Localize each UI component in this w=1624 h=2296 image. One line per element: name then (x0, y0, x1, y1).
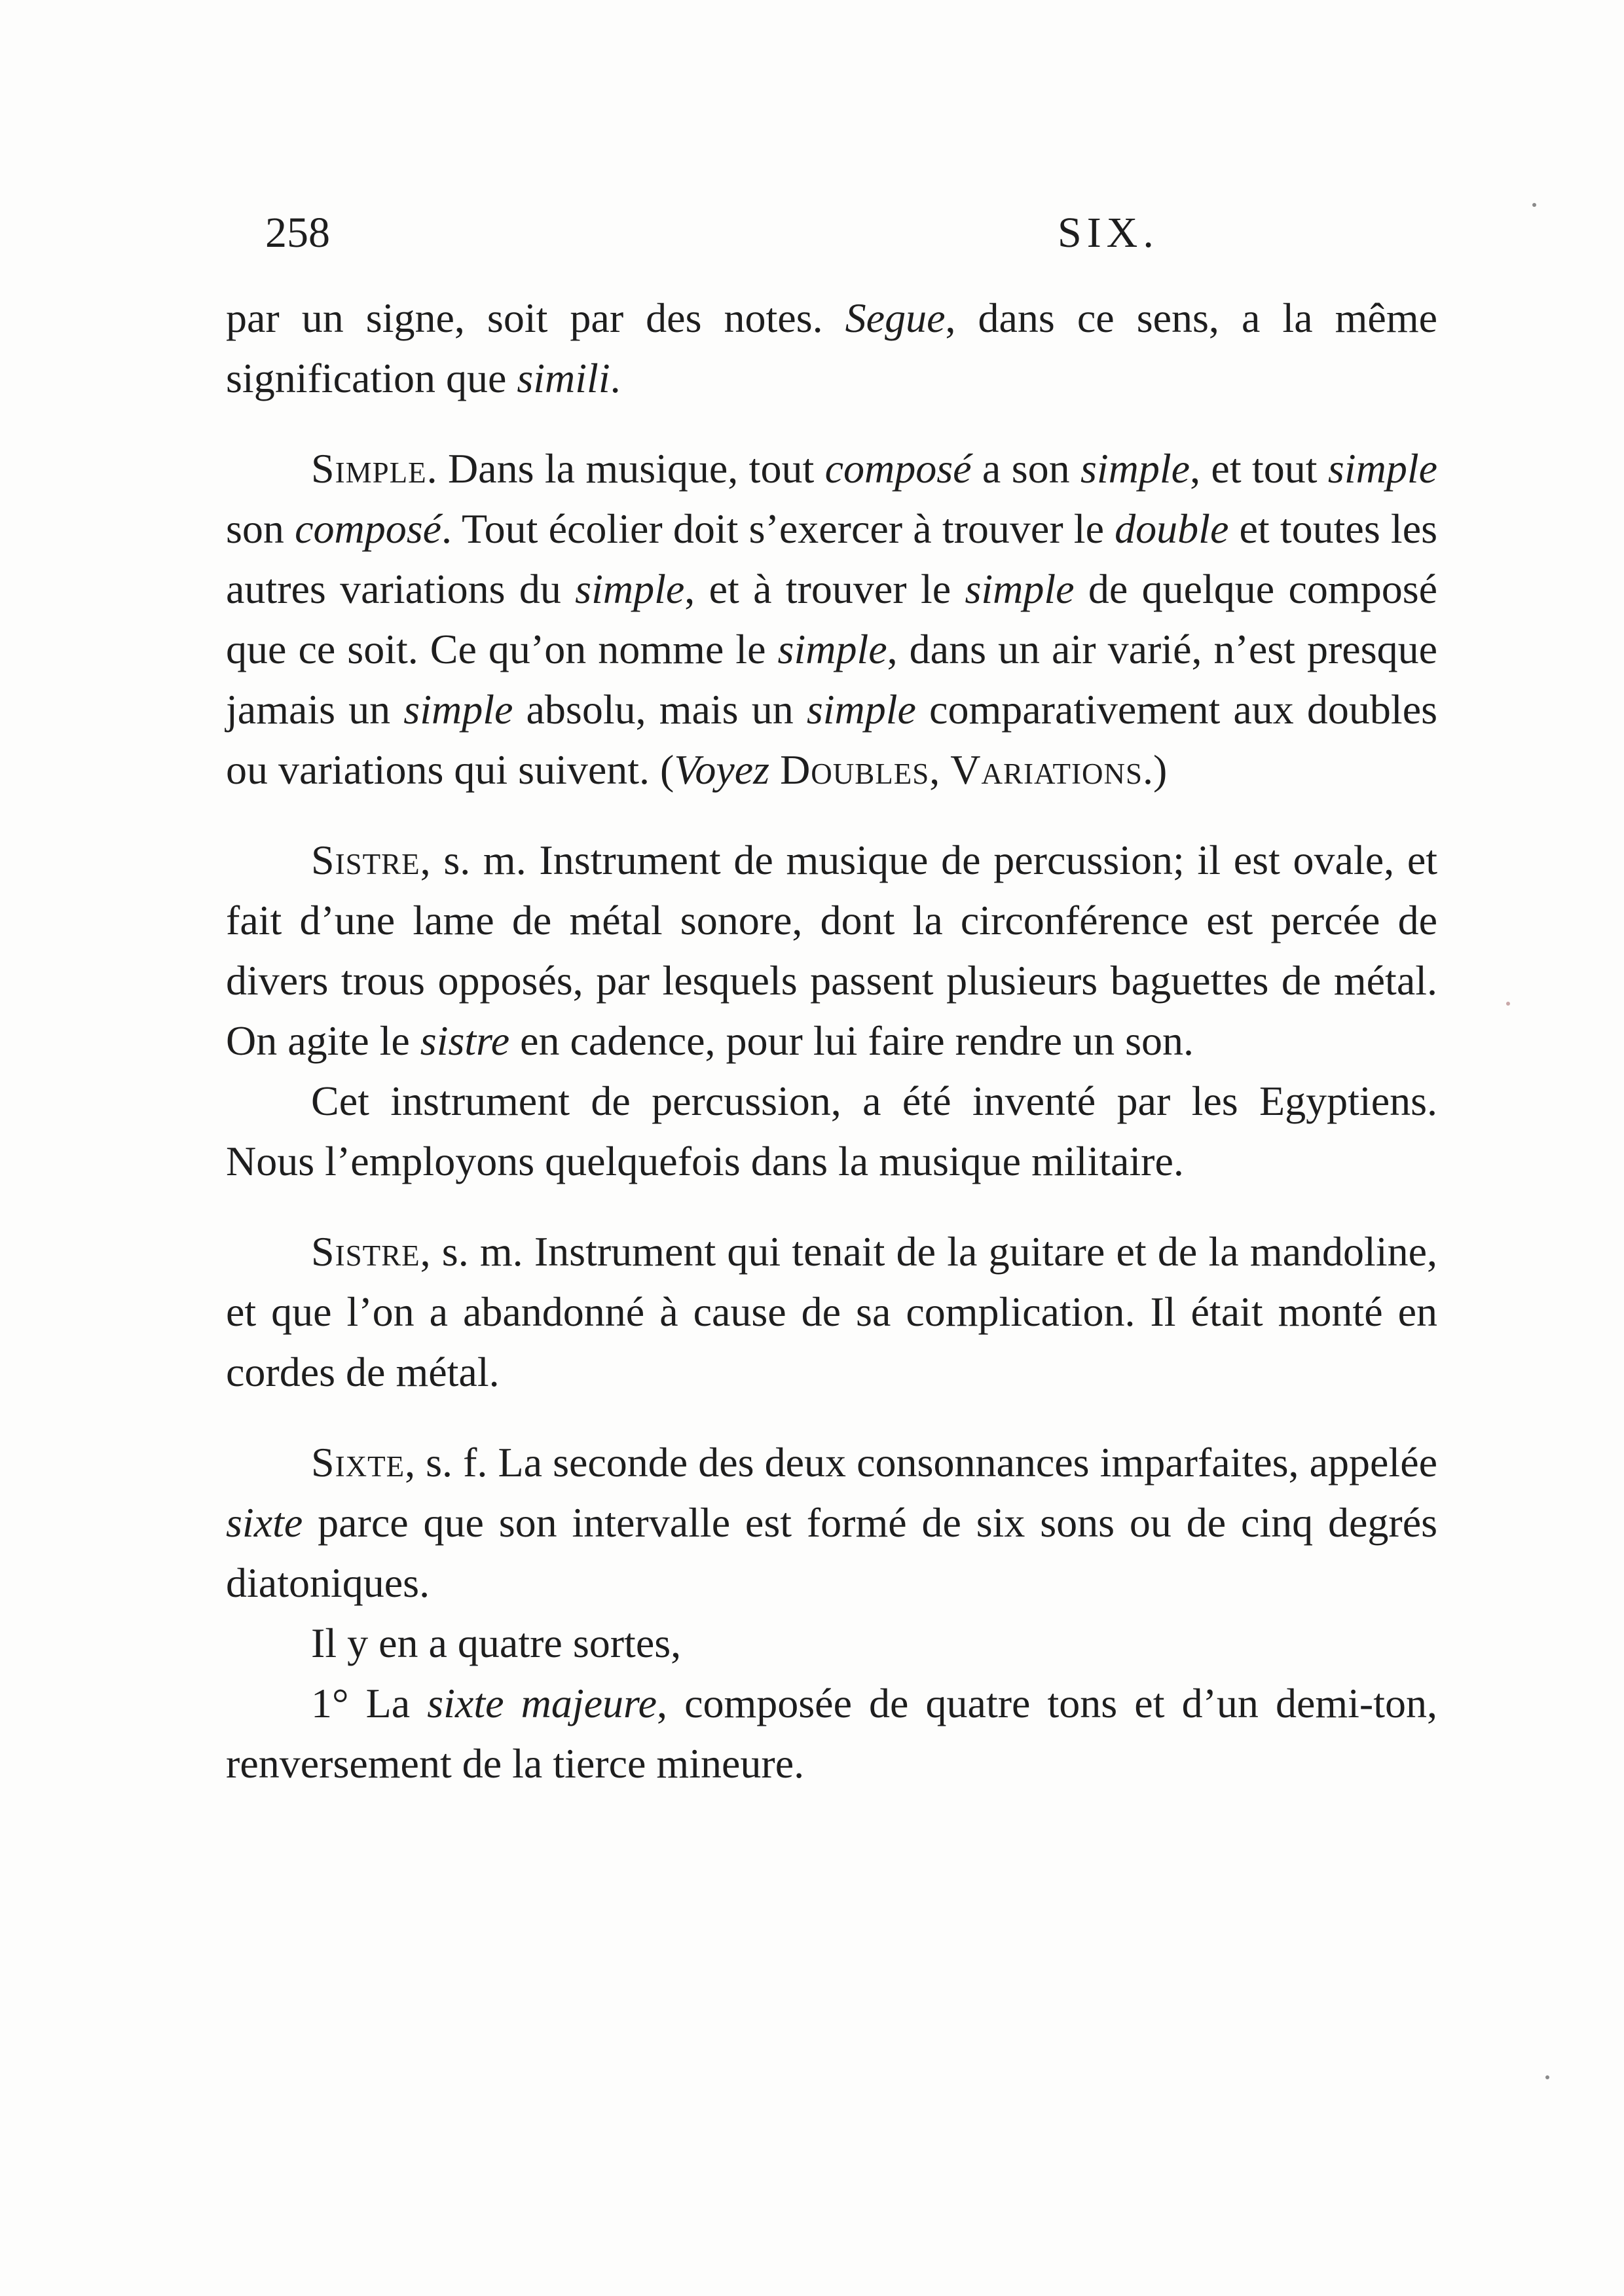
entry-sistre-percussion (226, 830, 1437, 1071)
entry-headword: Sistre (311, 1228, 420, 1275)
italic-term: sixte majeure (427, 1680, 657, 1726)
italic-term: simili (517, 355, 610, 401)
entry-sistre-note (226, 1071, 1437, 1192)
italic-term: sistre (420, 1017, 510, 1064)
italic-term: Voyez (674, 746, 770, 793)
italic-term: simple (1080, 445, 1190, 492)
italic-term: composé (295, 505, 442, 552)
text-run: comparativement aux doubles ou variations qui suivent. ( (226, 686, 1438, 793)
text-run: et toutes les autres variations du (226, 505, 1438, 612)
text-run: . Dans la musique, tout (426, 445, 825, 492)
text-run: , et tout (1190, 445, 1328, 492)
running-title: SIX. (1058, 209, 1159, 257)
text-run: , s. m. Instrument qui tenait de la guitare et de la mandoline, et que l’on a abandonné à cause de sa complication. Il était monté en cordes de métal. (226, 1228, 1437, 1395)
text-run: 1° La (311, 1680, 428, 1726)
text-run: .) (1143, 746, 1168, 793)
text-run: , composée de quatre tons et d’un demi-ton, renversement de la tierce mineure. (226, 1680, 1438, 1787)
page-number: 258 (265, 209, 330, 257)
italic-term: composé (824, 445, 972, 492)
text-run: , dans ce sens, a la même signification que (226, 295, 1438, 401)
entry-sixte-kinds (226, 1613, 1437, 1673)
italic-term: simple (403, 686, 513, 733)
text-run (769, 746, 780, 793)
text-run: , et à trouver le (684, 566, 965, 612)
entry-sistre-string (226, 1222, 1437, 1402)
entry-headword: Simple (311, 445, 427, 492)
italic-term: simple (777, 626, 887, 672)
text-run: Il y en a quatre sortes, (311, 1620, 682, 1666)
text-run: , (929, 746, 951, 793)
entry-simple (226, 439, 1437, 800)
running-head (265, 208, 1437, 274)
text-run: en cadence, pour lui faire rendre un son. (509, 1017, 1194, 1064)
text-run: , s. f. La seconde des deux consonnances imparfaites, appelée (405, 1439, 1437, 1485)
italic-term: simple (965, 566, 1075, 612)
text-run: parce que son intervalle est formé de six sons ou de cinq degrés diatoniques. (226, 1499, 1437, 1606)
print-speck (1545, 2075, 1549, 2079)
entry-headword: Sixte (311, 1439, 405, 1485)
entry-sixte-majeure (226, 1673, 1437, 1794)
text-run: . Tout écolier doit s’exercer à trouver le (441, 505, 1115, 552)
italic-term: double (1115, 505, 1229, 552)
italic-term: sixte (226, 1499, 303, 1546)
entry-headword: Sistre (311, 837, 420, 883)
cross-reference: Doubles (780, 746, 930, 793)
entry-sixte (226, 1432, 1437, 1613)
text-run: Cet instrument de percussion, a été inventé par les Egyptiens. Nous l’employons quelquefois dans la musique militaire. (226, 1078, 1437, 1184)
cross-reference: Variations (950, 746, 1143, 793)
text-block (226, 288, 1437, 1794)
text-run: , s. m. Instrument de musique de percussion; il est ovale, et fait d’une lame de métal sonore, dont la circonférence est percée de divers trous opposés, par lesquels passent plusieurs baguettes de métal. On agite le (226, 837, 1437, 1064)
text-run: . (610, 355, 621, 401)
text-run: son (226, 505, 295, 552)
print-speck (1532, 203, 1536, 207)
text-run: par un signe, soit par des notes. (226, 295, 845, 341)
print-speck (1506, 1002, 1510, 1006)
italic-term: simple (1327, 445, 1438, 492)
text-run: a son (971, 445, 1080, 492)
text-run: de quelque composé que ce soit. Ce qu’on nomme le (226, 566, 1438, 672)
italic-term: simple (575, 566, 685, 612)
italic-term: Segue (845, 295, 946, 341)
text-run: , dans un air varié, n’est presque jamais un (226, 626, 1438, 733)
italic-term: simple (806, 686, 916, 733)
paragraph-continuation (226, 288, 1437, 409)
text-run: absolu, mais un (513, 686, 807, 733)
